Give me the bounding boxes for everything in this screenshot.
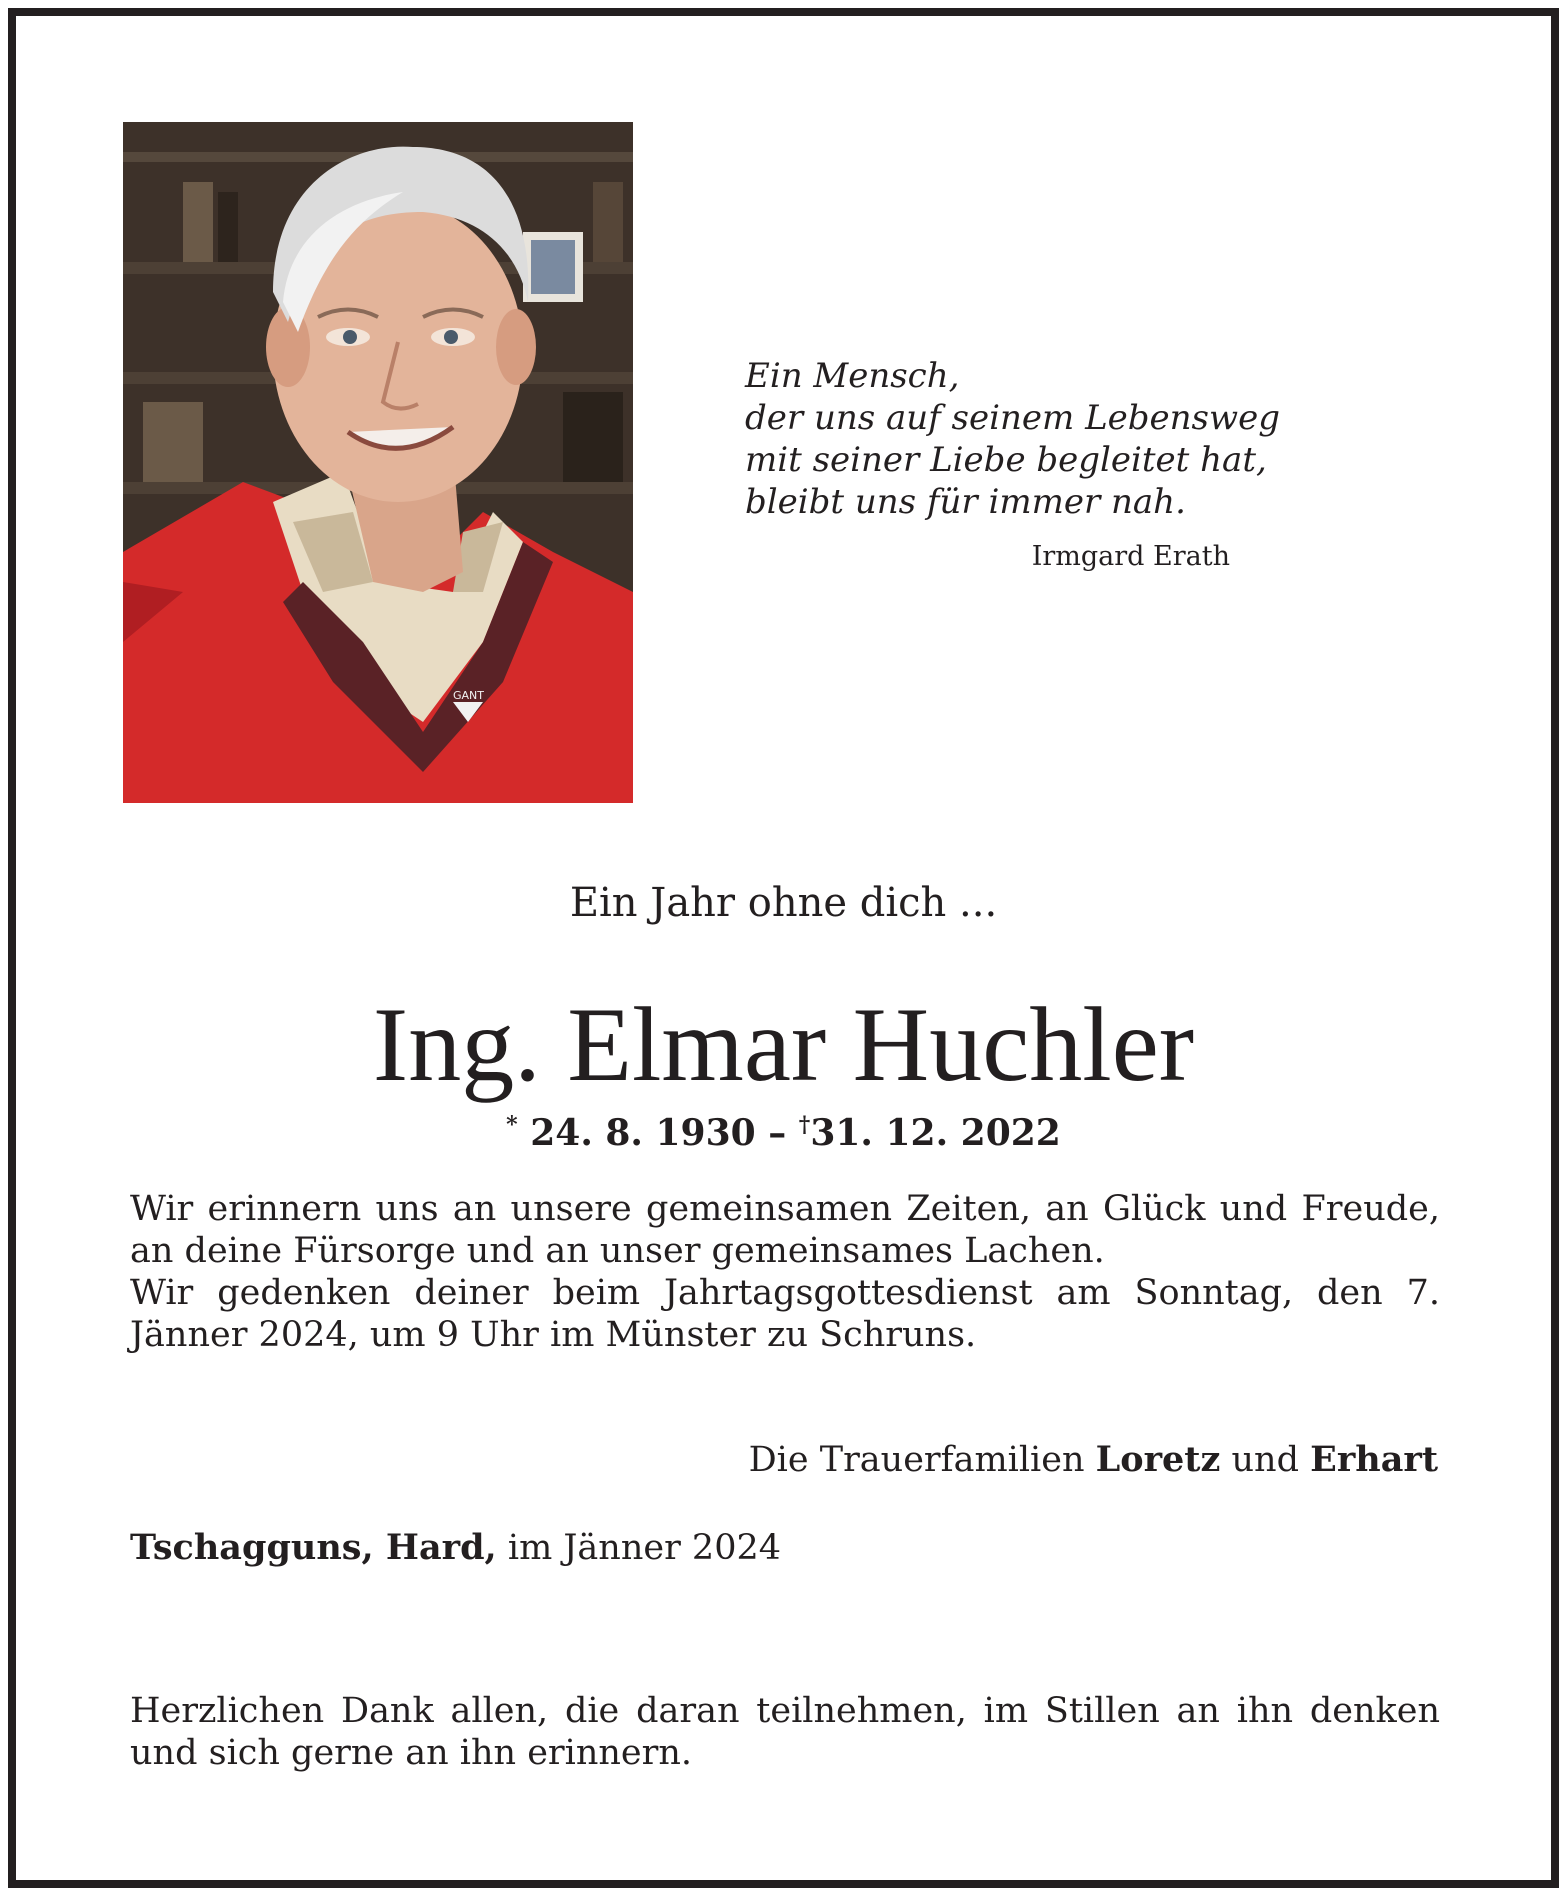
place-locations: Tschagguns, Hard, [130, 1527, 497, 1568]
portrait-illustration [123, 122, 633, 803]
quote-line: mit seiner Liebe begleitet hat, [745, 440, 1267, 480]
quote-author: Irmgard Erath [1031, 541, 1230, 572]
quote-line: bleibt uns für immer nah. [745, 482, 1186, 522]
birth-date: 24. 8. 1930 [530, 1112, 756, 1154]
shirt-logo-text: GANT [453, 689, 484, 702]
memorial-quote [745, 355, 1280, 523]
family-name-2: Erhart [1310, 1439, 1438, 1480]
life-dates [0, 1102, 1567, 1156]
death-date: 31. 12. 2022 [810, 1112, 1061, 1154]
family-name-1: Loretz [1095, 1439, 1221, 1480]
mourning-families [700, 1438, 1438, 1482]
families-conjunction: und [1231, 1440, 1299, 1480]
place-date: im Jänner 2024 [507, 1528, 782, 1568]
portrait-photo [123, 122, 633, 803]
memorial-paragraph: Wir erinnern uns an unsere gemeinsamen Zeiten, an Glück und Freude, an deine Fürsorge und an unser gemeinsames Lachen. [130, 1189, 1440, 1271]
thanks-text: Herzlichen Dank allen, die daran teilnehmen, im Stillen an ihn denken und sich gerne an ihn erinnern. [130, 1691, 1440, 1773]
place-and-date [130, 1526, 1030, 1570]
deceased-name: Ing. Elmar Huchler [372, 986, 1195, 1103]
quote-line: Ein Mensch, [745, 356, 960, 396]
memorial-text [130, 1188, 1440, 1356]
death-symbol: † [798, 1112, 811, 1138]
quote-line: der uns auf seinem Lebensweg [745, 398, 1280, 438]
service-paragraph: Wir gedenken deiner beim Jahrtagsgottesdienst am Sonntag, den 7. Jänner 2024, um 9 Uhr im Münster zu Schruns. [130, 1273, 1440, 1355]
date-separator: – [768, 1112, 787, 1154]
intro-heading: Ein Jahr ohne dich ... [569, 880, 998, 926]
families-prefix: Die Trauerfamilien [748, 1440, 1085, 1480]
birth-symbol: * [506, 1112, 518, 1138]
